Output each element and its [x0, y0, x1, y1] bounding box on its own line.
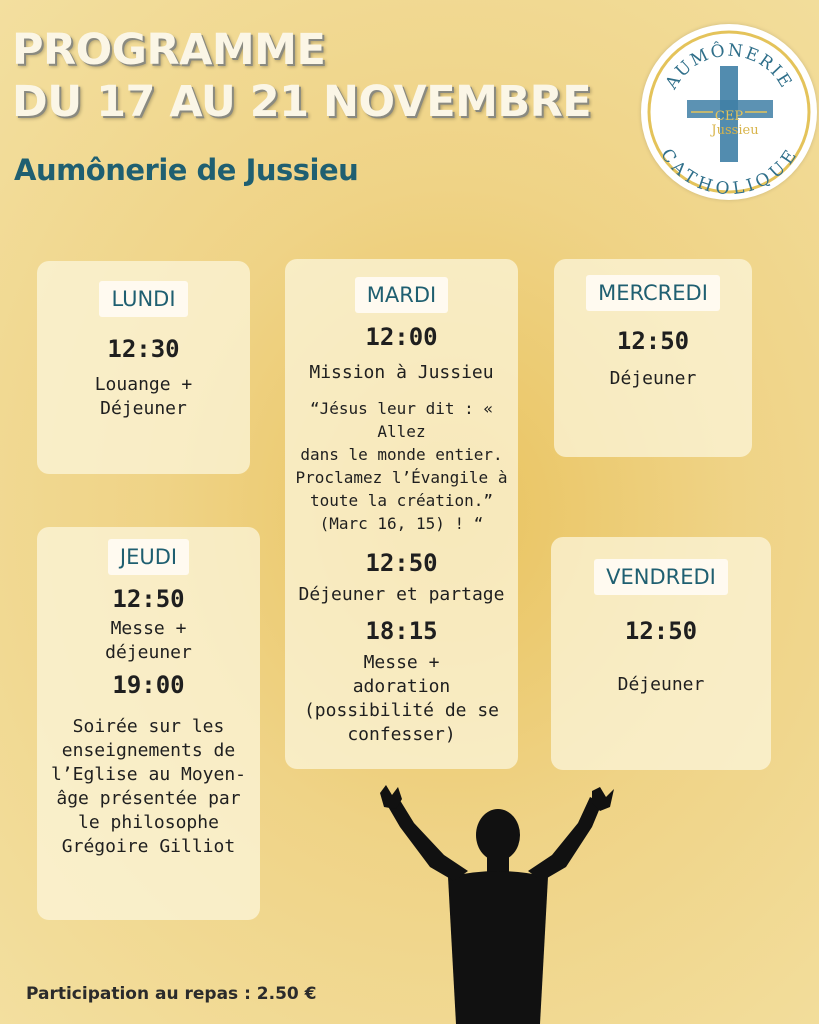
day-label-mercredi: MERCREDI	[586, 275, 720, 311]
subtitle: Aumônerie de Jussieu	[14, 153, 359, 187]
day-label-lundi: LUNDI	[99, 281, 187, 317]
logo-center-line-1: CEP	[714, 109, 744, 124]
desc-mardi-3-line-3: (possibilité de se	[303, 700, 500, 721]
logo-top-text: AUMÔNERIE	[661, 40, 797, 93]
day-label-vendredi: VENDREDI	[594, 559, 728, 595]
footer-price: Participation au repas : 2.50 €	[26, 984, 317, 1004]
desc-lundi-line-2: Déjeuner	[100, 398, 187, 419]
quote-line-1: “Jésus leur dit : « Allez	[309, 399, 494, 441]
desc-jeudi-1-line-2: déjeuner	[105, 642, 192, 663]
logo-bottom-text: CATHOLIQUE	[656, 145, 802, 200]
time-jeudi-2: 19:00	[112, 671, 185, 699]
desc-jeudi-2-line-3: l’Eglise au Moyen-	[50, 764, 247, 785]
desc-mardi-2: Déjeuner et partage	[298, 584, 505, 605]
card-mercredi	[554, 259, 752, 457]
desc-jeudi-2-line-5: le philosophe	[78, 812, 219, 833]
time-vendredi: 12:50	[624, 617, 698, 645]
logo-center-line-2: Jussieu	[711, 123, 759, 138]
desc-lundi-line-1: Louange +	[94, 374, 193, 395]
person-silhouette-icon	[370, 785, 630, 1024]
quote-line-2: dans le monde entier.	[300, 445, 503, 464]
time-jeudi-1: 12:50	[112, 585, 185, 613]
quote-line-5: (Marc 16, 15) ! “	[319, 514, 484, 533]
desc-vendredi: Déjeuner	[617, 674, 705, 695]
time-mardi-3: 18:15	[365, 617, 438, 645]
card-lundi	[37, 261, 250, 474]
aumonerie-logo	[641, 24, 817, 200]
desc-mercredi: Déjeuner	[609, 368, 697, 389]
desc-mardi-3-line-2: adoration	[352, 676, 451, 697]
time-lundi: 12:30	[107, 335, 180, 363]
day-label-jeudi: JEUDI	[108, 539, 189, 575]
quote-line-3: Proclamez l’Évangile à	[295, 468, 508, 487]
card-mardi	[285, 259, 518, 769]
title-line-1: PROGRAMME	[12, 25, 326, 75]
card-jeudi	[37, 527, 260, 920]
card-vendredi	[551, 537, 771, 770]
desc-mardi-1: Mission à Jussieu	[309, 362, 494, 383]
desc-mardi-3-line-1: Messe +	[363, 652, 440, 673]
desc-jeudi-2-line-6: Grégoire Gilliot	[61, 836, 236, 857]
desc-jeudi-2-line-2: enseignements de	[61, 740, 236, 761]
time-mardi-2: 12:50	[365, 549, 438, 577]
title-line-2: DU 17 AU 21 NOVEMBRE	[12, 77, 592, 127]
quote-line-4: toute la création.”	[309, 491, 494, 510]
desc-jeudi-1-line-1: Messe +	[110, 618, 187, 639]
desc-mardi-3-line-4: confesser)	[347, 724, 456, 745]
day-label-mardi: MARDI	[355, 277, 448, 313]
desc-jeudi-2-line-1: Soirée sur les	[72, 716, 225, 737]
time-mardi-1: 12:00	[365, 323, 438, 351]
time-mercredi: 12:50	[616, 327, 690, 355]
desc-jeudi-2-line-4: âge présentée par	[56, 788, 241, 809]
